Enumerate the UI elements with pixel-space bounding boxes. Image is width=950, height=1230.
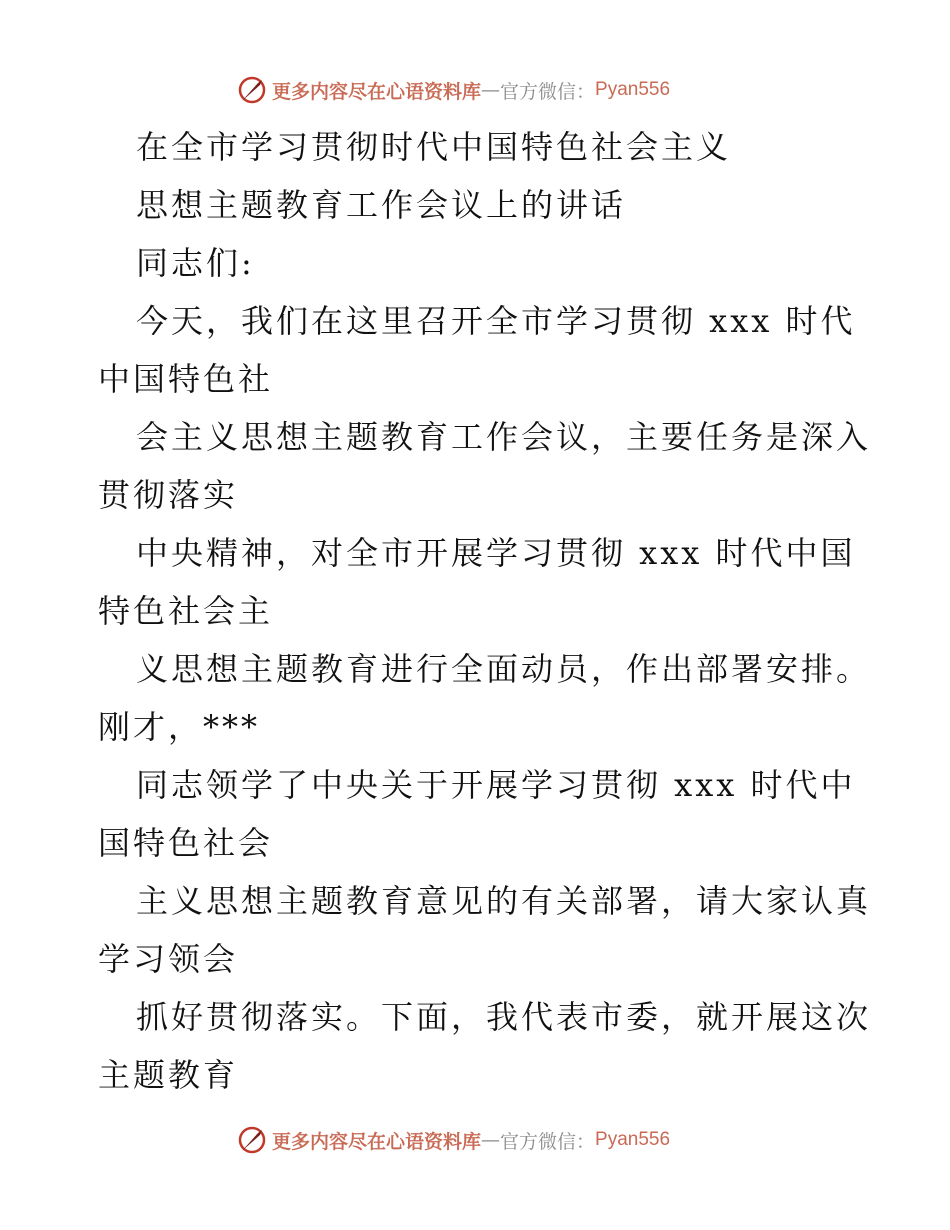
text-line: 主义思想主题教育意见的有关部署，请大家认真 <box>136 882 872 920</box>
text-line: 在全市学习贯彻时代中国特色社会主义 <box>136 128 732 166</box>
text-line: 会主义思想主题教育工作会议，主要任务是深入 <box>136 418 872 456</box>
text-line: 中国特色社 <box>98 360 274 398</box>
watermark-main-text: 更多内容尽在心语资料库 <box>272 1130 482 1153</box>
watermark-main-text: 更多内容尽在心语资料库 <box>272 80 482 103</box>
text-line: 思想主题教育工作会议上的讲话 <box>136 186 627 224</box>
text-line: 刚才，*** <box>98 708 261 746</box>
watermark-separator: — <box>481 79 501 101</box>
text-line: 国特色社会 <box>98 824 274 862</box>
watermark-banner-top <box>236 73 670 107</box>
text-line: 特色社会主 <box>98 592 274 630</box>
text-line: 抓好贯彻落实。下面，我代表市委，就开展这次 <box>136 998 872 1036</box>
text-line: 主题教育 <box>98 1056 239 1094</box>
watermark-wechat-label: 官方微信： <box>500 80 596 103</box>
quill-logo-icon <box>236 74 268 106</box>
watermark-banner-bottom <box>236 1123 670 1157</box>
quill-logo-icon <box>236 1124 268 1156</box>
text-line: 义思想主题教育进行全面动员，作出部署安排。 <box>136 650 872 688</box>
text-line: 同志领学了中央关于开展学习贯彻 xxx 时代中 <box>136 766 856 804</box>
document-body <box>98 118 898 1104</box>
text-line: 贯彻落实 <box>98 476 239 514</box>
text-line: 学习领会 <box>98 940 239 978</box>
text-line: 今天，我们在这里召开全市学习贯彻 xxx 时代 <box>136 302 856 340</box>
watermark-separator: — <box>481 1129 501 1151</box>
text-line: 同志们: <box>136 244 255 282</box>
watermark-wechat-id: Pyan556 <box>595 1129 671 1150</box>
watermark-wechat-id: Pyan556 <box>595 79 671 100</box>
watermark-wechat-label: 官方微信： <box>500 1130 596 1153</box>
text-line: 中央精神，对全市开展学习贯彻 xxx 时代中国 <box>136 534 856 572</box>
